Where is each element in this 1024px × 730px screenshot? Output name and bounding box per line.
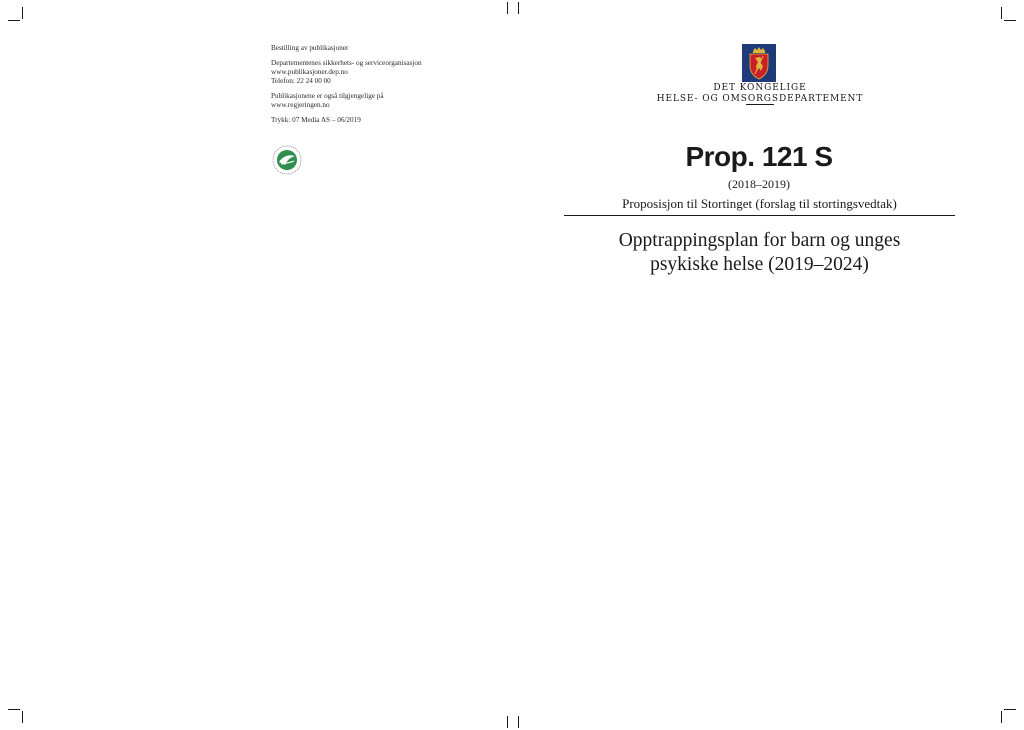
crop-mark bbox=[22, 7, 23, 19]
also-url: www.regjeringen.no bbox=[271, 101, 330, 109]
nordic-swan-ecolabel-icon bbox=[272, 145, 302, 175]
crop-mark bbox=[1004, 709, 1016, 710]
crop-mark bbox=[518, 716, 519, 728]
crop-mark bbox=[507, 2, 508, 14]
proposition-number: Prop. 121 S bbox=[685, 141, 833, 172]
colophon bbox=[271, 44, 511, 131]
print-info: Trykk: 07 Media AS – 06/2019 bbox=[271, 116, 361, 124]
order-heading: Bestilling av publikasjoner bbox=[271, 44, 349, 52]
department-line-2: HELSE- OG OMSORGSDEPARTEMENT bbox=[656, 94, 864, 104]
department-name bbox=[640, 83, 880, 105]
document-title-line-1: Opptrappingsplan for barn og unges bbox=[618, 230, 901, 251]
title-divider bbox=[564, 215, 955, 216]
document-title-line-2: psykiske helse (2019–2024) bbox=[650, 254, 869, 275]
crop-mark bbox=[1004, 20, 1016, 21]
proposition-kind: Proposisjon til Stortinget (forslag til stortingsvedtak) bbox=[622, 196, 897, 211]
department-line-1: DET KONGELIGE bbox=[713, 83, 807, 93]
crop-mark bbox=[8, 709, 20, 710]
crop-mark bbox=[518, 2, 519, 14]
org-phone: Telefon: 22 24 00 00 bbox=[271, 77, 331, 85]
document-title bbox=[564, 229, 955, 277]
norwegian-coat-of-arms-icon bbox=[742, 44, 776, 82]
crop-mark bbox=[1001, 711, 1002, 723]
crop-mark bbox=[8, 20, 20, 21]
org-url: www.publikasjoner.dep.no bbox=[271, 68, 348, 76]
department-underline bbox=[746, 104, 774, 105]
crop-mark bbox=[507, 716, 508, 728]
crop-mark bbox=[22, 711, 23, 723]
session-years: (2018–2019) bbox=[728, 177, 790, 191]
also-available-text: Publikasjonene er også tilgjengelige på bbox=[271, 92, 384, 100]
org-name: Departementenes sikkerhets- og serviceorganisasjon bbox=[271, 59, 422, 67]
crop-mark bbox=[1001, 7, 1002, 19]
